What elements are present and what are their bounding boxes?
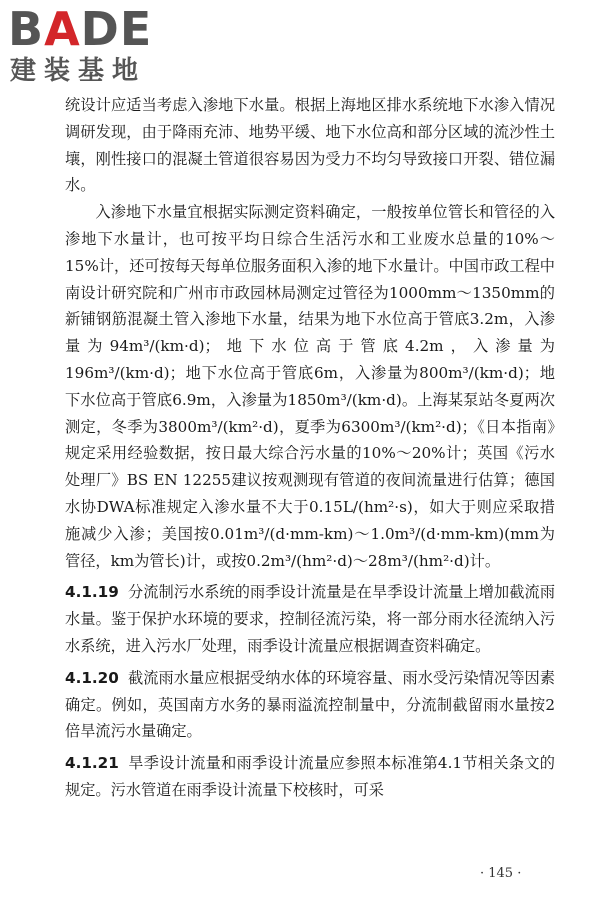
logo-letter-a-accent: A xyxy=(44,2,81,56)
clause-text: 截流雨水量应根据受纳水体的环境容量、雨水受污染情况等因素确定。例如，英国南方水务的暴雨溢流控制量中，分流制截留雨水量按2倍旱流污水量确定。 xyxy=(65,668,555,741)
clause-4-1-20 xyxy=(65,665,555,745)
clause-text: 旱季设计流量和雨季设计流量应参照本标准第4.1节相关条文的规定。污水管道在雨季设计流量下校核时，可采 xyxy=(65,754,555,799)
paragraph-infiltration xyxy=(65,199,555,574)
clause-number: 4.1.20 xyxy=(65,668,119,687)
paragraph-text: 入渗地下水量宜根据实际测定资料确定，一般按单位管长和管径的入渗地下水量计，也可按平均日综合生活污水和工业废水总量的10%～15%计，还可按每天每单位服务面积入渗的地下水量计。中国市政工程中南设计研究院和广州市市政园林局测定过管径为1000mm～1350mm的新铺钢筋混凝土管入渗地下水量，结果为地下水位高于管底3.2m，入渗量为94m³/(km·d)；地下水位高于管底4.2m，入渗量为196m³/(km·d)；地下水位高于管底6m，入渗量为800m³/(km·d)；地下水位高于管底6.9m，入渗量为1850m³/(km·d)。上海某泵站冬夏两次测定，冬季为3800m³/(km²·d)，夏季为6300m³/(km²·d)；《日本指南》规定采用经验数据，按日最大综合污水量的10%～20%计；英国《污水处理厂》BS EN 12255建议按观测现有管道的夜间流量进行估算；德国水协DWA标准规定入渗水量不大于0.15L/(hm²·s)，如大于则应采取措施减少入渗；美国按0.01m³/(d·mm-km)～1.0m³/(d·mm-km)(mm为管径，km为管长)计，或按0.2m³/(hm²·d)～28m³/(hm²·d)计。 xyxy=(65,203,555,570)
clause-4-1-21 xyxy=(65,750,555,804)
logo-subtitle: 建装基地 xyxy=(10,56,147,86)
logo-wordmark xyxy=(8,4,152,54)
paragraph-continuation xyxy=(65,92,555,199)
clause-number: 4.1.19 xyxy=(65,583,119,602)
clause-number: 4.1.21 xyxy=(65,754,119,773)
paragraph-text: 统设计应适当考虑入渗地下水量。根据上海地区排水系统地下水渗入情况调研发现，由于降雨充沛、地势平缓、地下水位高和部分区域的流沙性土壤，刚性接口的混凝土管道很容易因为受力不均匀导致接口开裂、错位漏水。 xyxy=(65,96,555,195)
bade-logo xyxy=(8,4,178,88)
page-number: · 145 · xyxy=(480,866,522,881)
logo-letter-b: B xyxy=(8,2,45,56)
logo-letters-de: DE xyxy=(80,2,153,56)
clause-4-1-19 xyxy=(65,579,555,659)
document-body xyxy=(65,92,555,804)
clause-text: 分流制污水系统的雨季设计流量是在旱季设计流量上增加截流雨水量。鉴于保护水环境的要求，控制径流污染，将一部分雨水径流纳入污水系统，进入污水厂处理，雨季设计流量应根据调查资料确定。 xyxy=(65,583,555,655)
